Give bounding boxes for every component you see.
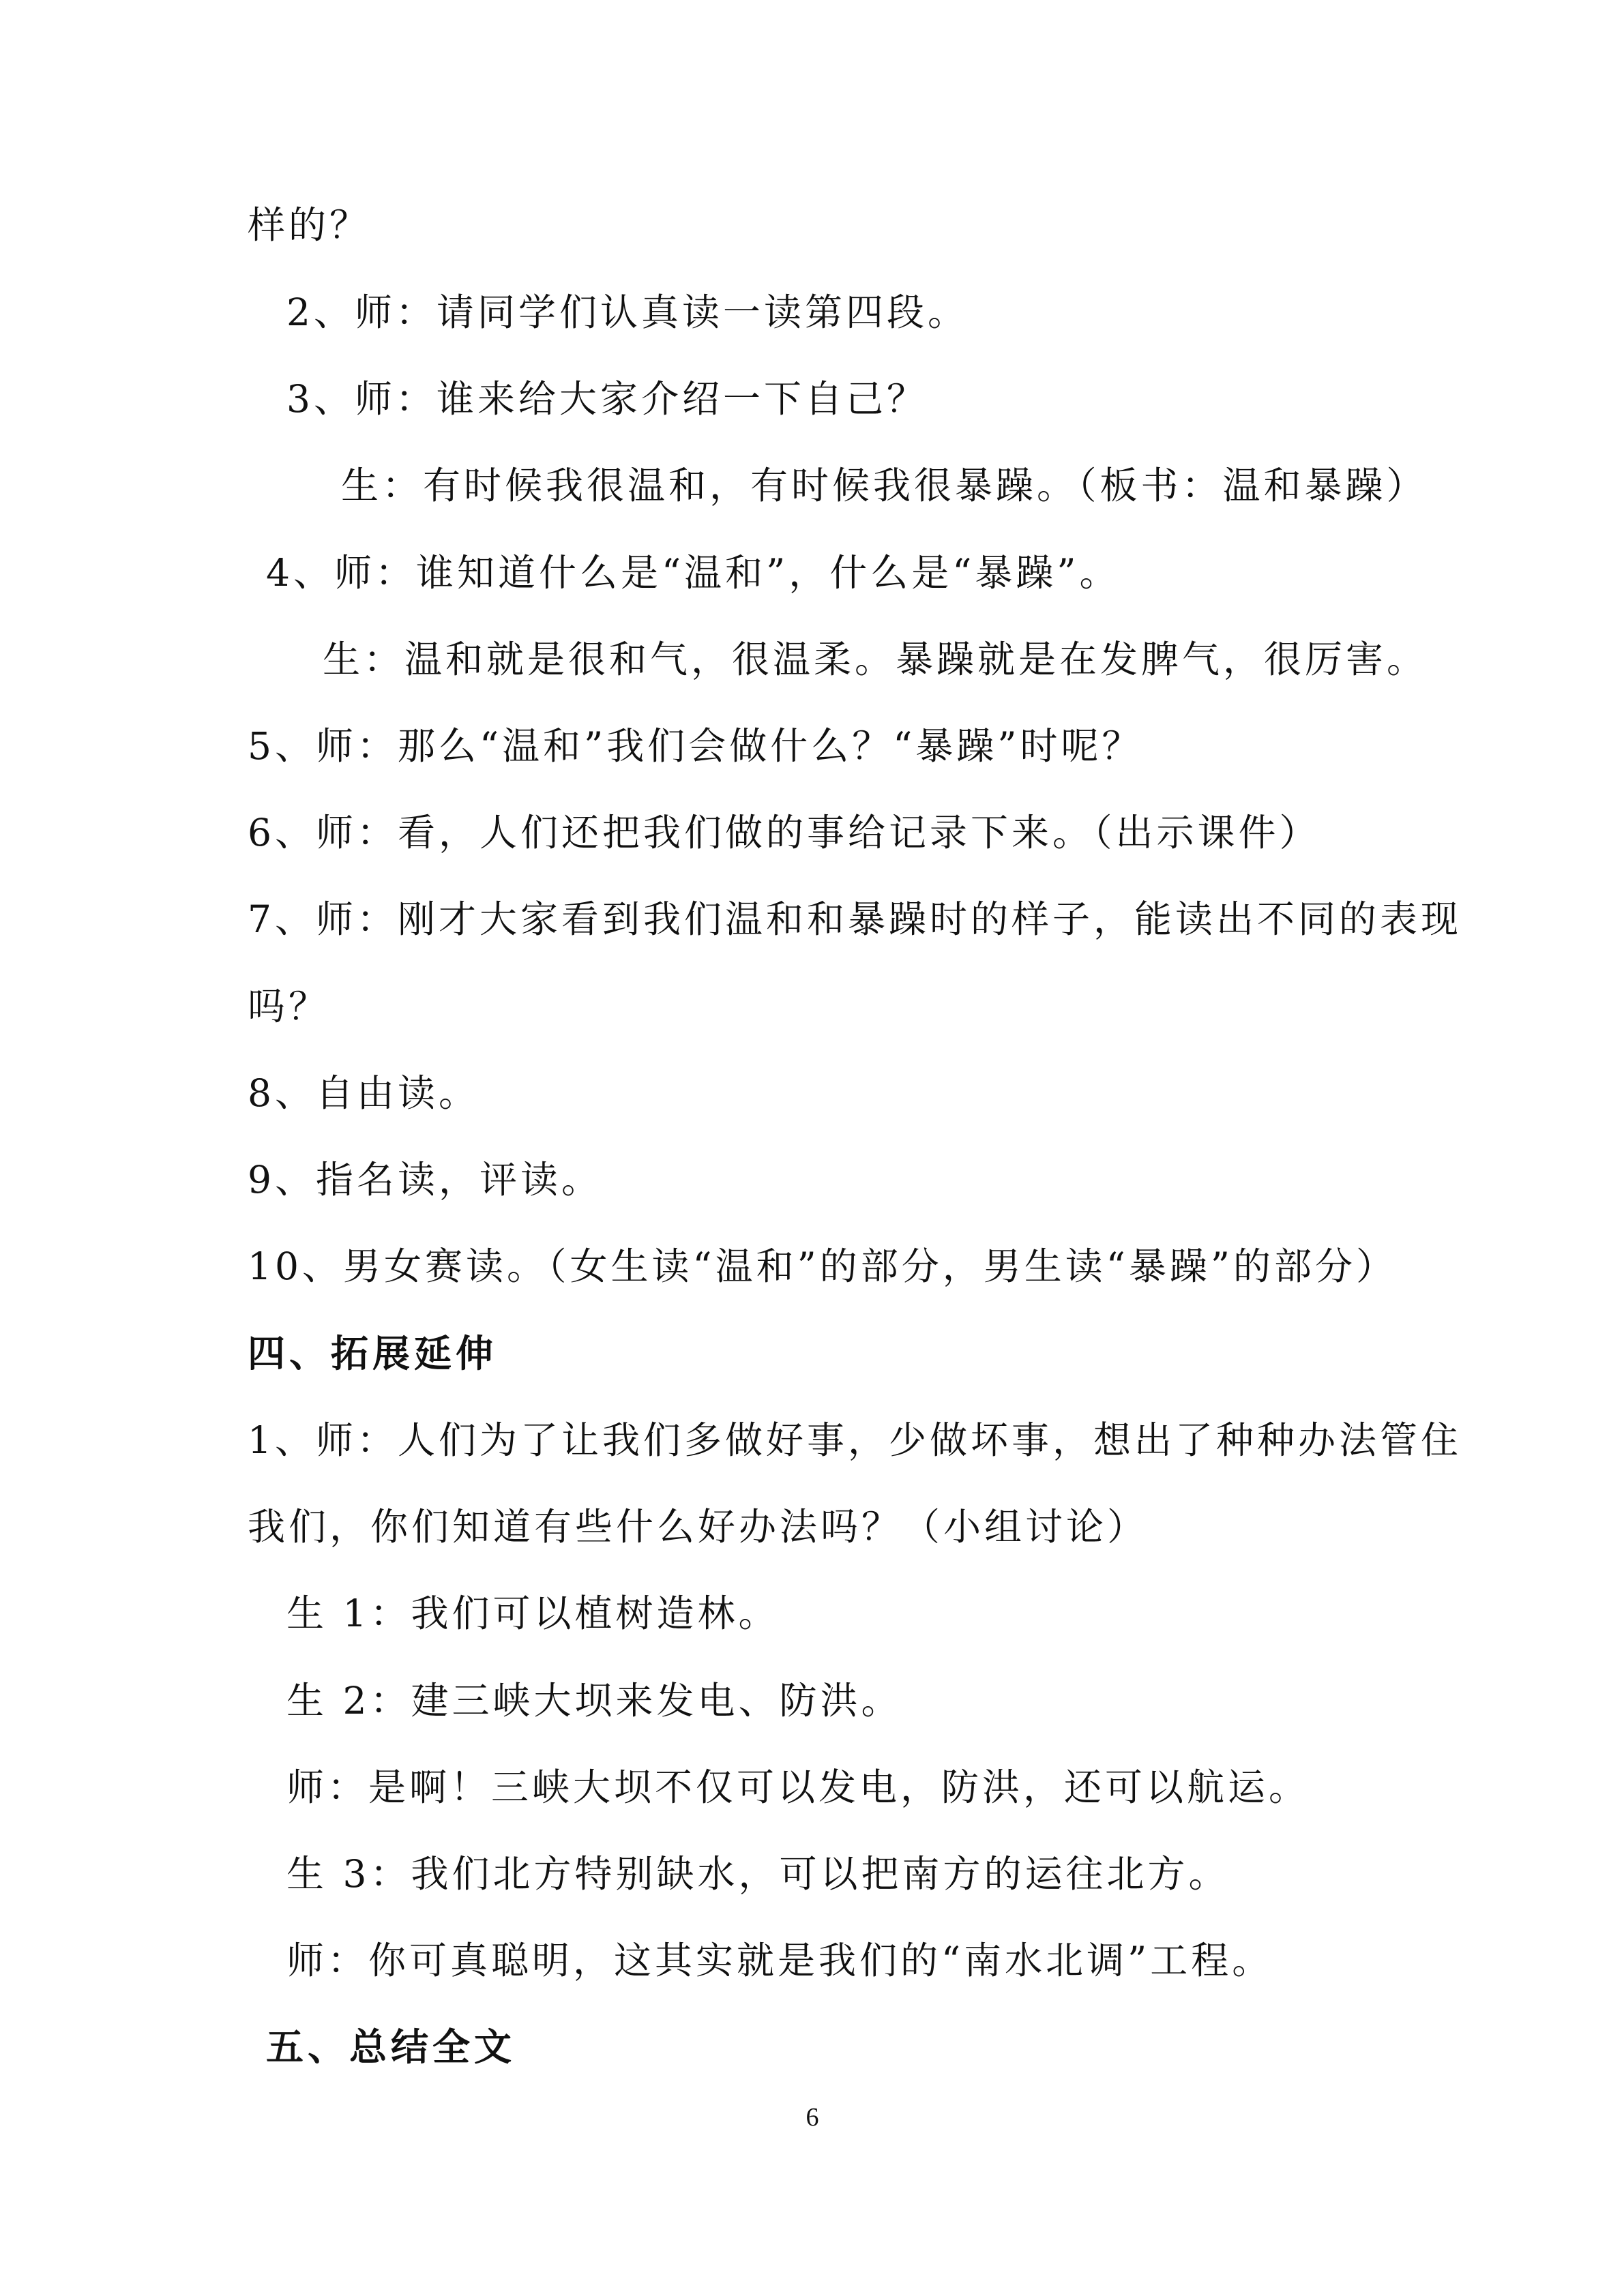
- text-line: 10、男女赛读。（女生读“温和”的部分，男生读“暴躁”的部分）: [248, 1244, 1397, 1288]
- text-line: 9、指名读，评读。: [248, 1158, 602, 1202]
- text-line: 师：是啊！三峡大坝不仅可以发电，防洪，还可以航运。: [286, 1765, 1310, 1809]
- section-heading: 四、拓展延伸: [248, 1332, 498, 1375]
- text-line: 生：温和就是很和气，很温柔。暴躁就是在发脾气，很厉害。: [323, 638, 1428, 681]
- text-line: 吗？: [248, 985, 330, 1028]
- text-line: 生 2：建三峡大坝来发电、防洪。: [286, 1679, 902, 1723]
- section-heading: 五、总结全文: [266, 2025, 516, 2069]
- text-line: 样的？: [248, 203, 371, 247]
- text-line: 5、师：那么“温和”我们会做什么？“暴躁”时呢？: [248, 724, 1143, 768]
- text-line: 7、师：刚才大家看到我们温和和暴躁时的样子，能读出不同的表现: [248, 897, 1462, 941]
- page-number: 6: [806, 2103, 819, 2132]
- text-line: 师：你可真聪明，这其实就是我们的“南水北调”工程。: [286, 1939, 1273, 1982]
- text-line: 3、师：谁来给大家介绍一下自己？: [286, 377, 928, 421]
- text-line: 6、师：看，人们还把我们做的事给记录下来。（出示课件）: [248, 811, 1320, 854]
- text-line: 8、自由读。: [248, 1071, 479, 1115]
- text-line: 2、师：请同学们认真读一读第四段。: [286, 290, 969, 334]
- text-line: 4、师：谁知道什么是“温和”，什么是“暴躁”。: [266, 551, 1121, 595]
- text-line: 1、师：人们为了让我们多做好事，少做坏事，想出了种种办法管住: [248, 1418, 1462, 1462]
- text-line: 生：有时候我很温和，有时候我很暴躁。（板书：温和暴躁）: [341, 464, 1428, 507]
- text-line: 生 1：我们可以植树造林。: [286, 1592, 780, 1635]
- text-line: 我们，你们知道有些什么好办法吗？（小组讨论）: [248, 1505, 1149, 1549]
- text-line: 生 3：我们北方特别缺水，可以把南方的运往北方。: [286, 1852, 1230, 1896]
